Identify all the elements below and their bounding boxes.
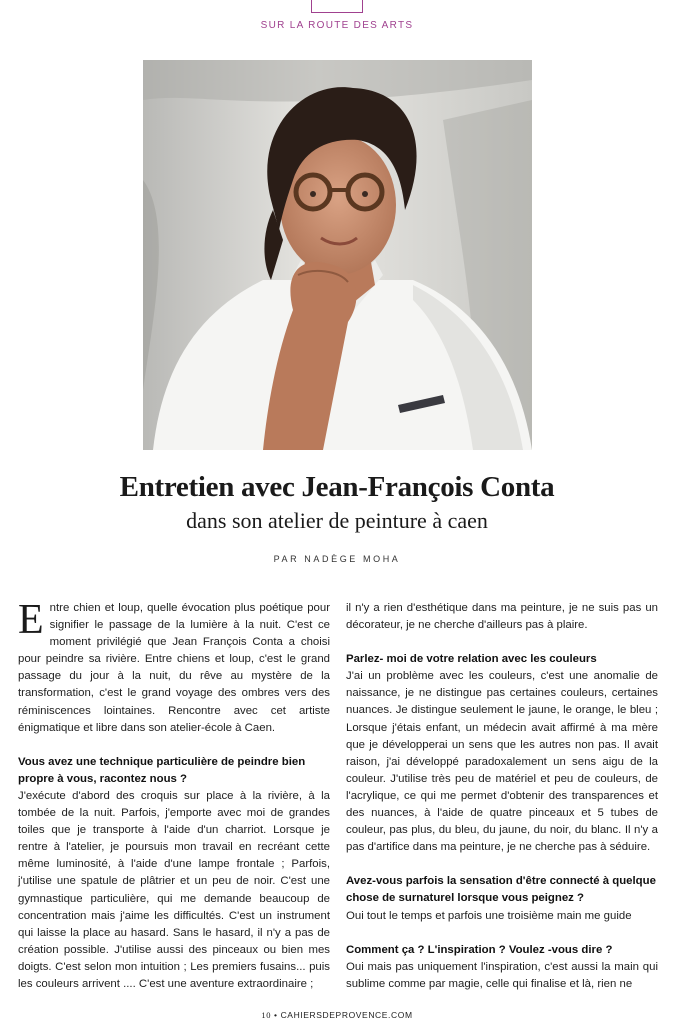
- question-inspiration: Comment ça ? L'inspiration ? Voulez -vous dire ?: [346, 943, 613, 956]
- section-label: SUR LA ROUTE DES ARTS: [260, 20, 414, 31]
- portrait-illustration: [143, 60, 532, 450]
- intro-paragraph: [18, 597, 330, 737]
- answer-technique-continued: il n'y a rien d'esthétique dans ma peinture, je ne suis pas un décorateur, je ne cherche d'ailleurs pas à plaire.: [346, 602, 658, 632]
- article-subtitle: dans son atelier de peinture à caen: [186, 508, 488, 533]
- article-byline: PAR NADÈGE MOHA: [273, 554, 401, 564]
- intro-text: ntre chien et loup, quelle évocation plus poétique pour signifier le passage de la lumière à la nuit. C'est ce moment privilégié que Jean François Conta a choisi pour peindre sa rivière. Entre chiens et loup, c'est le grand passage du jour à la nuit, du rêve au mystère de la transformation, c'est le grand voyage des ombres vers des réminiscences lointaines. Rencontre avec cet artiste énigmatique et libre dans son atelier-école à Caen.: [18, 602, 330, 734]
- question-technique: Vous avez une technique particulière de peindre bien propre à vous, racontez nous ?: [18, 755, 306, 785]
- question-surnaturel: Avez-vous parfois la sensation d'être connecté à quelque chose de surnaturel lorsque vous peignez ?: [346, 875, 656, 905]
- answer-surnaturel: Oui tout le temps et parfois une troisième main me guide: [346, 909, 632, 922]
- drop-cap: E: [18, 597, 44, 643]
- article-title: Entretien avec Jean-François Conta: [119, 471, 555, 503]
- page-footer: [0, 1010, 674, 1020]
- answer-technique: J'exécute d'abord des croquis sur place à la rivière, à la tombée de la nuit. Parfois, j'emporte avec moi de grandes toiles que je transporte à l'aide d'un charriot. Lorsque je rentre à l'atelier, je poursuis mon travail en recréant cette même luminosité, à l'aide d'une lampe frontale ; Parfois, j'utilise une spatule de plâtrier et un peu de noir. C'est une gymnastique particulière, qui me demande beaucoup de concentration mais j'aime les difficultés. C'est un instrument qui laisse la place au hasard. Sans le hasard, il n'y a pas de création possible. J'utilise aussi des pinceaux ou bien mes doigts. C'est selon mon intuition ; Les premiers fusains... puis les couleurs arrivent .... C'est une aventure extraordinaire ;: [18, 789, 330, 990]
- answer-inspiration: Oui mais pas uniquement l'inspiration, c'est aussi la main qui sublime comme par magie, celle qui finalise et là, rien ne: [346, 960, 658, 990]
- column-left: [18, 597, 330, 993]
- answer-couleurs: J'ai un problème avec les couleurs, c'est une anomalie de naissance, je ne distingue pas certaines couleurs, certaines nuances. Je distingue seulement le jaune, le orange, le bleu ; Lorsque j'étais enfant, un médecin avait affirmé à ma mère que je développerai un sens que les autres non pas. Il avait raison, j'ai développé paradoxalement un sens aigu de la couleur. J'utilise très peu de matériel et peu de couleurs, de l'acrylique, ce qui me permet d'obtenir des transparences et des nuances, à l'aide de quatre pinceaux et 5 tubes de couleur, pas plus, du bleu, du jaune, du noir, du blanc. Il n'y a pas d'artifice dans ma peinture, je ne cherche pas à séduire.: [346, 670, 658, 854]
- top-decor-box: [311, 0, 363, 13]
- page-number: 10: [261, 1010, 272, 1020]
- footer-bullet: •: [274, 1010, 278, 1020]
- portrait-photo: [143, 60, 532, 450]
- question-couleurs: Parlez- moi de votre relation avec les couleurs: [346, 653, 597, 666]
- footer-site[interactable]: CAHIERSDEPROVENCE.COM: [280, 1010, 413, 1020]
- column-right: [346, 600, 658, 993]
